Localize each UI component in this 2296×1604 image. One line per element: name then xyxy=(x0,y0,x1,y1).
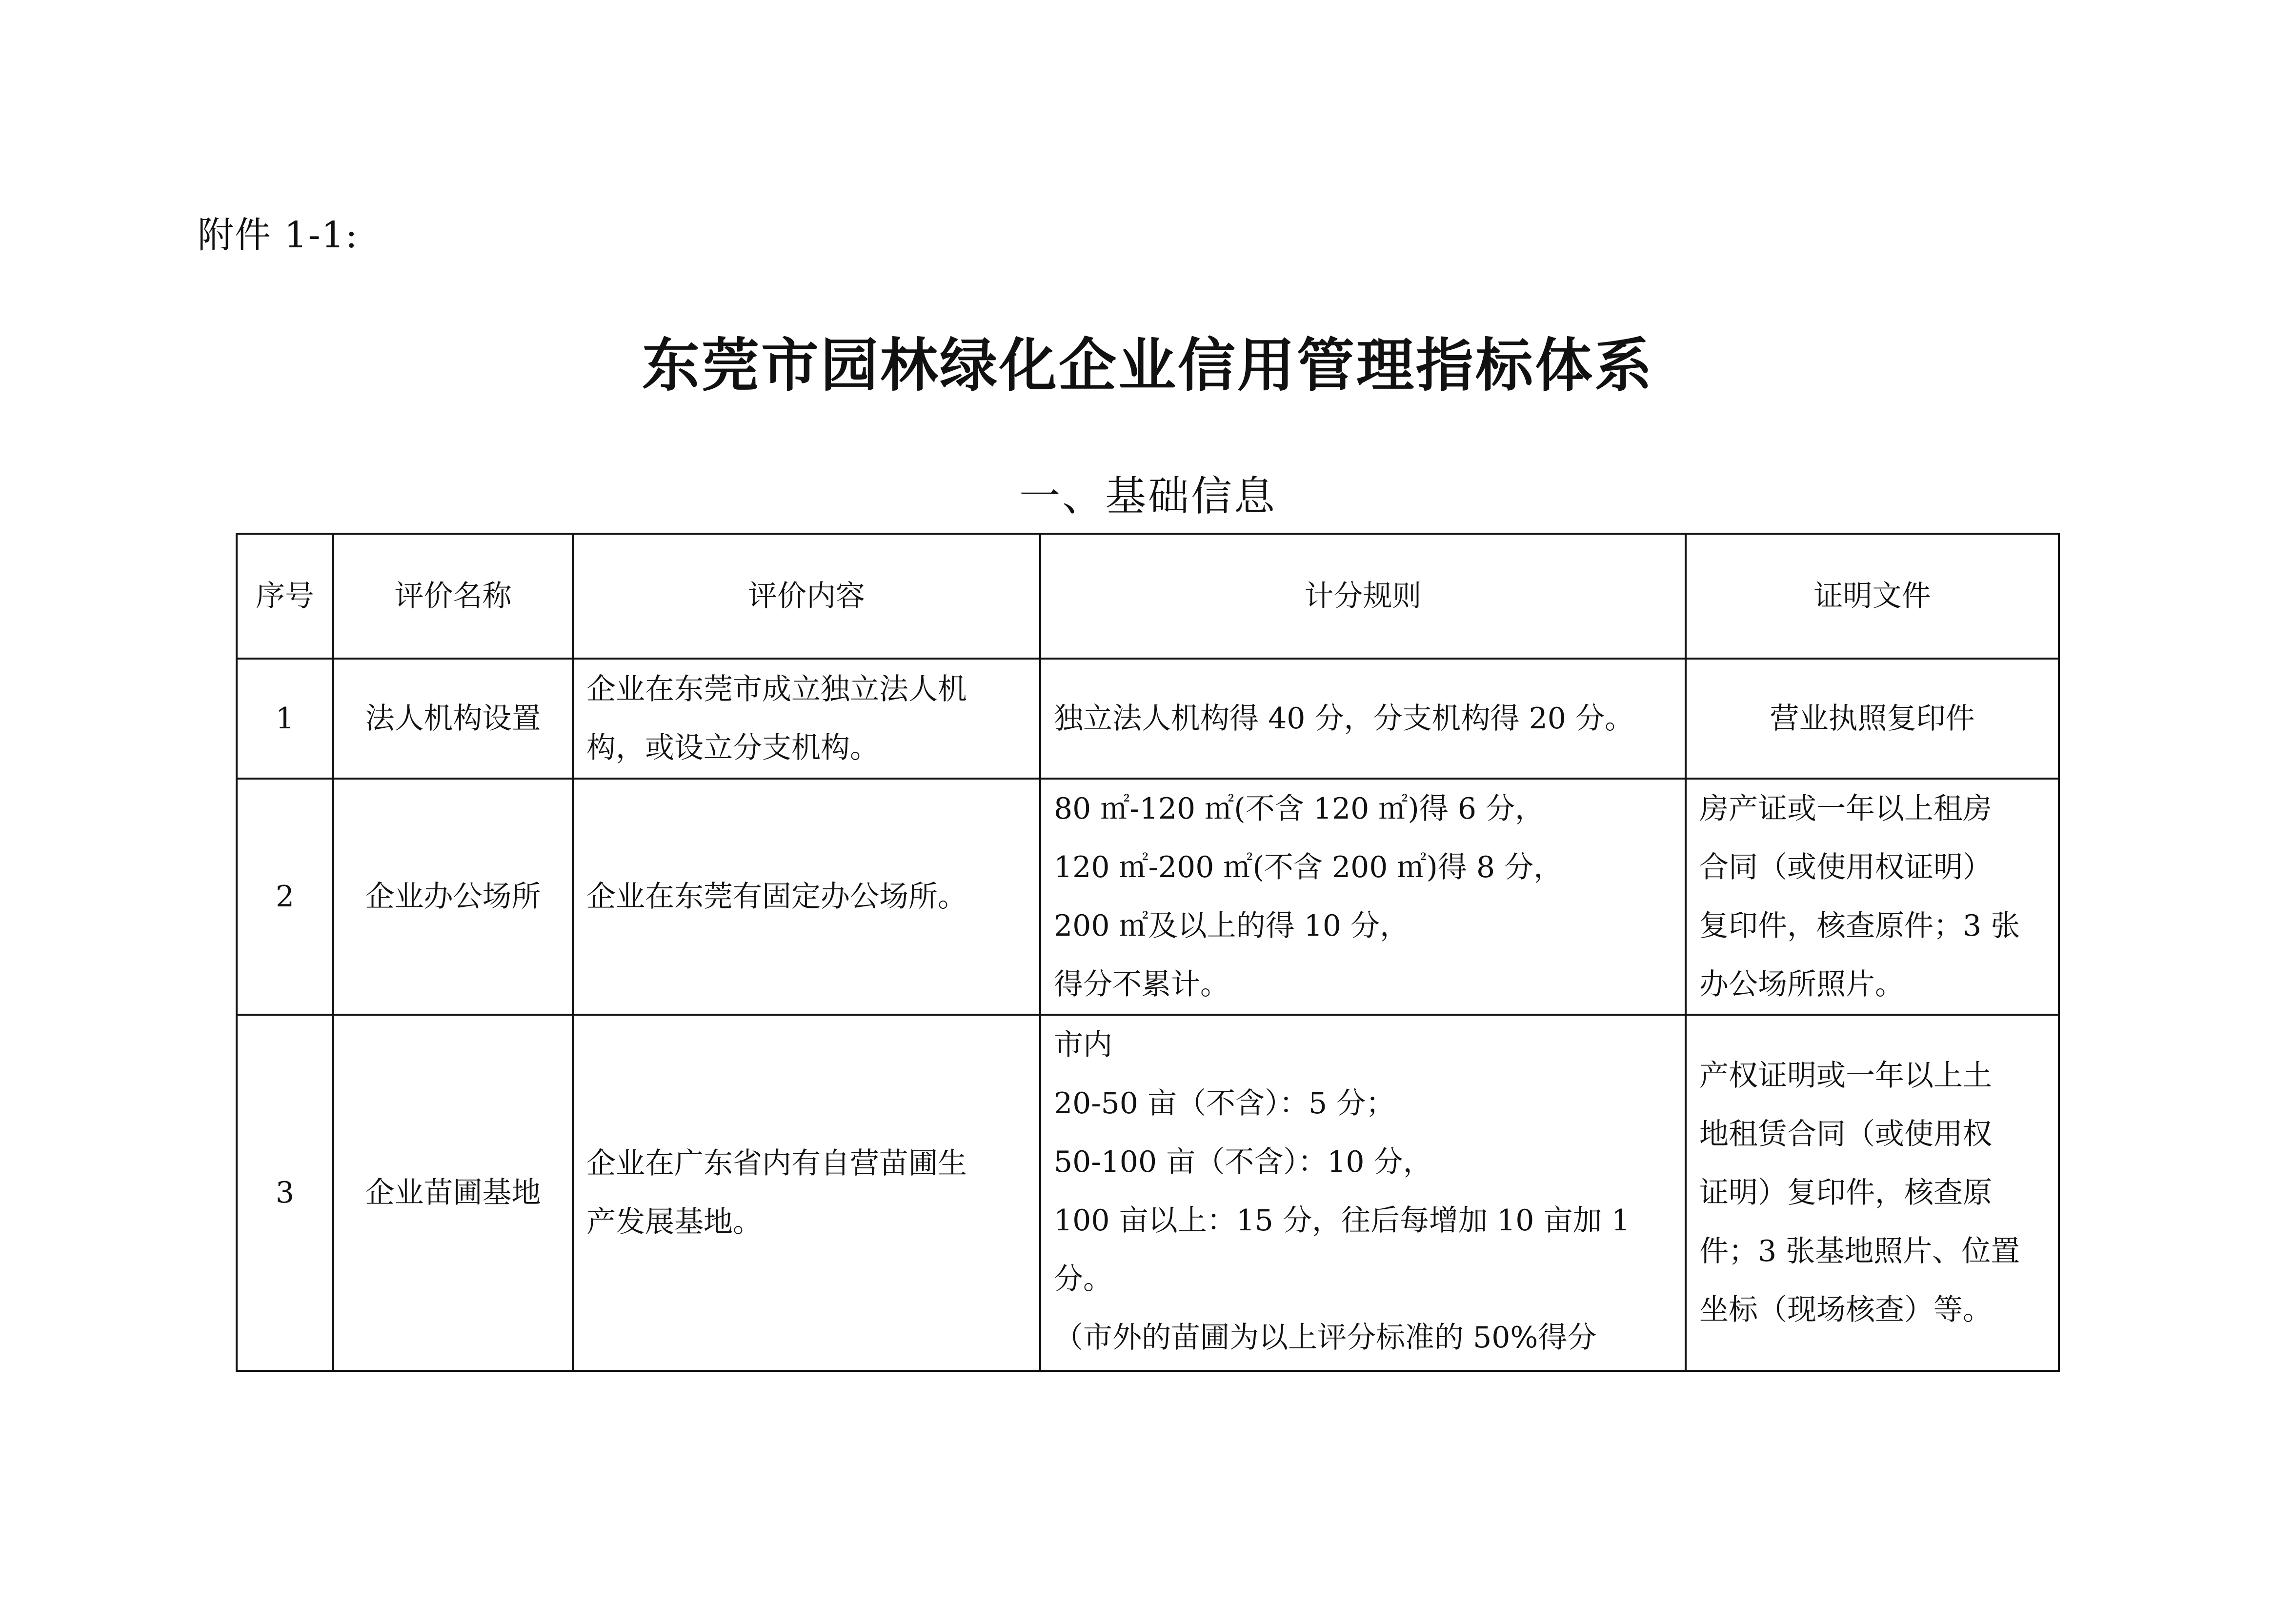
rule-line: 20-50 亩（不含）：5 分； xyxy=(1054,1086,1395,1121)
rule-line: 50-100 亩（不含）：10 分， xyxy=(1054,1145,1432,1179)
evaluation-content xyxy=(573,1015,1040,1371)
evaluation-content xyxy=(573,659,1040,779)
scoring-rule xyxy=(1040,659,1686,779)
rule-line: 200 ㎡及以上的得 10 分， xyxy=(1054,909,1410,943)
rule-line: 独立法人机构得 40 分，分支机构得 20 分。 xyxy=(1054,702,1634,736)
proof-line: 合同（或使用权证明） xyxy=(1699,850,1992,884)
rule-line: 100 亩以上：15 分，往后每增加 10 亩加 1 xyxy=(1054,1203,1630,1238)
header-rule: 计分规则 xyxy=(1040,534,1686,659)
proof-line: 营业执照复印件 xyxy=(1770,702,1975,736)
proof-line: 办公场所照片。 xyxy=(1699,967,1904,1002)
header-no: 序号 xyxy=(237,534,333,659)
proof-line: 件；3 张基地照片、位置 xyxy=(1699,1234,2020,1268)
evaluation-name: 法人机构设置 xyxy=(333,659,573,779)
scoring-rule xyxy=(1040,1015,1686,1371)
proof-line: 房产证或一年以上租房 xyxy=(1699,792,1992,826)
document-title: 东莞市园林绿化企业信用管理指标体系 xyxy=(642,332,1654,399)
content-line: 企业在东莞有固定办公场所。 xyxy=(586,880,967,914)
section-title: 一、基础信息 xyxy=(1019,472,1277,520)
rule-line: 80 ㎡-120 ㎡(不含 120 ㎡)得 6 分， xyxy=(1054,792,1545,826)
evaluation-name: 企业苗圃基地 xyxy=(333,1015,573,1371)
content-line: 产发展基地。 xyxy=(586,1205,762,1239)
table-row xyxy=(237,779,2059,1015)
scoring-rule xyxy=(1040,779,1686,1015)
proof-line: 证明）复印件，核查原 xyxy=(1699,1176,1992,1210)
table-header-row xyxy=(237,534,2059,659)
proof-line: 产权证明或一年以上土 xyxy=(1699,1059,1992,1093)
content-line: 企业在广东省内有自营苗圃生 xyxy=(586,1146,967,1181)
rule-line: 得分不累计。 xyxy=(1054,967,1229,1002)
row-number: 2 xyxy=(237,779,333,1015)
content-line: 构，或设立分支机构。 xyxy=(586,731,879,765)
header-proof: 证明文件 xyxy=(1686,534,2059,659)
row-number: 1 xyxy=(237,659,333,779)
proof-line: 复印件，核查原件；3 张 xyxy=(1699,909,2020,943)
table-row xyxy=(237,1015,2059,1371)
rule-line: 市内 xyxy=(1054,1028,1112,1062)
row-number: 3 xyxy=(237,1015,333,1371)
proof-line: 坐标（现场核查）等。 xyxy=(1699,1293,1992,1327)
rule-line: 分。 xyxy=(1054,1262,1112,1296)
evaluation-content xyxy=(573,779,1040,1015)
content-line: 企业在东莞市成立独立法人机 xyxy=(586,672,967,706)
proof-line: 地租赁合同（或使用权 xyxy=(1699,1117,1992,1151)
evaluation-name: 企业办公场所 xyxy=(333,779,573,1015)
proof-document xyxy=(1686,779,2059,1015)
rule-line: （市外的苗圃为以上评分标准的 50%得分 xyxy=(1054,1321,1597,1355)
proof-document xyxy=(1686,659,2059,779)
header-name: 评价名称 xyxy=(333,534,573,659)
attachment-label: 附件 1-1: xyxy=(198,214,359,256)
table-row xyxy=(237,659,2059,779)
credit-index-table xyxy=(236,533,2060,1372)
proof-document xyxy=(1686,1015,2059,1371)
header-content: 评价内容 xyxy=(573,534,1040,659)
rule-line: 120 ㎡-200 ㎡(不含 200 ㎡)得 8 分， xyxy=(1054,850,1563,884)
